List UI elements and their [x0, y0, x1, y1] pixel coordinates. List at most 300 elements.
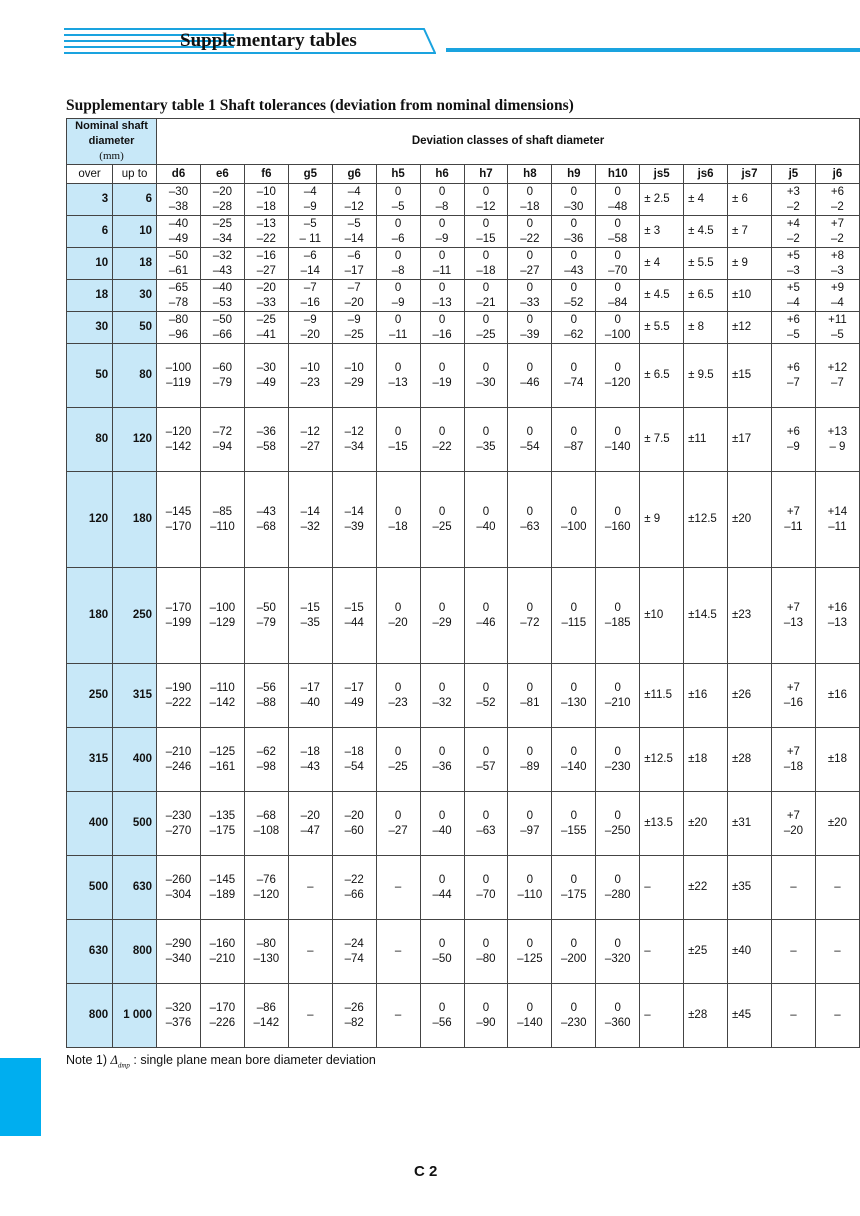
deviation-cell-g6	[332, 728, 376, 792]
lower-deviation: –20	[300, 328, 320, 341]
deviation-cell-h7	[464, 728, 508, 792]
deviation-cell-d6	[157, 344, 201, 408]
deviation-cell-js5	[640, 792, 684, 856]
deviation-cell-j6	[815, 792, 859, 856]
deviation-cell-js5	[640, 312, 684, 344]
lower-deviation: –376	[165, 1016, 192, 1029]
upper-deviation: 0	[570, 361, 577, 374]
upper-deviation: 0	[482, 281, 490, 294]
deviation-cell-js6	[684, 920, 728, 984]
table-row	[67, 472, 860, 568]
deviation-cell-h5	[376, 664, 420, 728]
deviation-cell-j6	[815, 728, 859, 792]
table-row	[67, 184, 860, 216]
upper-deviation: ± 6.5	[688, 289, 714, 301]
upper-deviation: 0	[570, 873, 577, 886]
upper-deviation: –	[307, 945, 314, 957]
deviation-cell-f6	[244, 184, 288, 216]
lower-deviation: –9	[303, 200, 317, 213]
upper-deviation: ±20	[732, 513, 752, 525]
upper-deviation: –170	[209, 1001, 236, 1014]
lower-deviation: –210	[209, 952, 236, 965]
upper-deviation: 0	[526, 505, 534, 518]
upper-deviation: +7	[786, 601, 800, 614]
upper-deviation: ±18	[688, 753, 708, 765]
table-title: Supplementary table 1 Shaft tolerances (deviation from nominal dimensions)	[66, 97, 574, 114]
upper-deviation: ± 6	[732, 193, 748, 205]
upper-deviation: –65	[168, 281, 189, 294]
class-header-j5: j5	[771, 165, 815, 184]
lower-deviation: –35	[300, 616, 320, 629]
deviation-cell-h9	[552, 664, 596, 728]
deviation-cell-h5	[376, 344, 420, 408]
upper-deviation: –260	[165, 873, 192, 886]
deviation-cell-j6	[815, 408, 859, 472]
deviation-cell-j5	[771, 408, 815, 472]
upper-deviation: –9	[347, 313, 361, 326]
lower-deviation: –185	[604, 616, 631, 629]
deviation-cell-h6	[420, 344, 464, 408]
deviation-cell-h6	[420, 664, 464, 728]
lower-deviation: –125	[517, 952, 543, 965]
upper-deviation: 0	[482, 425, 490, 438]
deviation-cell-h9	[552, 184, 596, 216]
deviation-cell-js7	[728, 984, 772, 1048]
upper-deviation: 0	[526, 249, 534, 262]
deviation-cell-h6	[420, 312, 464, 344]
upper-deviation: –14	[300, 505, 320, 518]
lower-deviation: –140	[604, 440, 631, 453]
deviation-cell-h5	[376, 216, 420, 248]
upper-deviation: +4	[786, 217, 800, 230]
row-over-value: 10	[67, 248, 113, 280]
lower-deviation: –8	[391, 264, 405, 277]
lower-deviation: –90	[476, 1016, 496, 1029]
deviation-cell-h10	[596, 408, 640, 472]
lower-deviation: –62	[564, 328, 584, 341]
upper-deviation: ± 4	[644, 257, 661, 269]
lower-deviation: –14	[344, 232, 364, 245]
lower-deviation: –2	[831, 232, 844, 245]
deviation-cell-f6	[244, 568, 288, 664]
deviation-cell-j6	[815, 472, 859, 568]
deviation-cell-j5	[771, 472, 815, 568]
deviation-cell-g5	[288, 920, 332, 984]
row-upto-value: 400	[113, 728, 157, 792]
deviation-cell-h5	[376, 184, 420, 216]
upper-deviation: –16	[256, 249, 276, 262]
upper-deviation: –	[790, 945, 797, 957]
deviation-cell-h6	[420, 568, 464, 664]
row-upto-value: 50	[113, 312, 157, 344]
upper-deviation: 0	[482, 217, 490, 230]
deviation-cell-e6	[200, 856, 244, 920]
upper-deviation: ±14.5	[688, 609, 717, 621]
lower-deviation: –33	[520, 296, 540, 309]
nominal-diameter-label: Nominal shaft diameter	[75, 120, 148, 147]
deviation-cell-h6	[420, 280, 464, 312]
lower-deviation: –13	[827, 616, 848, 629]
lower-deviation: –53	[212, 296, 233, 309]
upper-deviation: –80	[168, 313, 189, 326]
page-number: C 2	[414, 1163, 438, 1180]
upper-deviation: –	[394, 945, 402, 957]
lower-deviation: –304	[165, 888, 192, 901]
upper-deviation: ±13.5	[644, 817, 673, 829]
upper-deviation: –10	[300, 361, 320, 374]
upper-deviation: 0	[526, 217, 534, 230]
lower-deviation: –17	[344, 264, 364, 277]
upper-deviation: 0	[614, 361, 621, 374]
upper-deviation: –320	[165, 1001, 192, 1014]
table-row	[67, 344, 860, 408]
upper-deviation: 0	[570, 745, 577, 758]
lower-deviation: – 11	[299, 232, 322, 245]
deviation-cell-j6	[815, 248, 859, 280]
upper-deviation: 0	[438, 809, 446, 822]
deviation-cell-h10	[596, 664, 640, 728]
upper-deviation: ± 5.5	[688, 257, 714, 269]
lower-deviation: –58	[256, 440, 276, 453]
lower-deviation: –175	[209, 824, 236, 837]
deviation-cell-e6	[200, 184, 244, 216]
upper-deviation: ± 3	[644, 225, 661, 237]
deviation-cell-e6	[200, 216, 244, 248]
upper-deviation: –6	[347, 249, 361, 262]
row-upto-value: 30	[113, 280, 157, 312]
lower-deviation: –140	[561, 760, 587, 773]
class-header-h7: h7	[464, 165, 508, 184]
row-over-value: 315	[67, 728, 113, 792]
upper-deviation: ± 5.5	[644, 321, 670, 333]
upper-deviation: 0	[482, 249, 490, 262]
deviation-cell-e6	[200, 984, 244, 1048]
upper-deviation: –17	[344, 681, 364, 694]
lower-deviation: –6	[391, 232, 405, 245]
footnote-text: : single plane mean bore diameter deviation	[133, 1053, 376, 1067]
lower-deviation: –160	[604, 520, 631, 533]
deviation-cell-h8	[508, 472, 552, 568]
deviation-cell-d6	[157, 248, 201, 280]
class-header-js6: js6	[684, 165, 728, 184]
upper-deviation: –	[790, 881, 797, 893]
deviation-cell-d6	[157, 984, 201, 1048]
upper-deviation: –5	[347, 217, 361, 230]
deviation-cell-j6	[815, 984, 859, 1048]
deviation-cell-h9	[552, 248, 596, 280]
lower-deviation: –230	[561, 1016, 587, 1029]
deviation-cell-g5	[288, 280, 332, 312]
lower-deviation: –27	[300, 440, 320, 453]
deviation-cell-d6	[157, 408, 201, 472]
upper-deviation: –10	[256, 185, 276, 198]
deviation-cell-h7	[464, 184, 508, 216]
lower-deviation: –63	[476, 824, 496, 837]
upper-deviation: ±45	[732, 1009, 752, 1021]
upper-deviation: 0	[438, 681, 446, 694]
lower-deviation: –110	[517, 888, 543, 901]
lower-deviation: –19	[432, 376, 452, 389]
upper-deviation: 0	[394, 425, 402, 438]
lower-deviation: –170	[165, 520, 192, 533]
lower-deviation: –66	[212, 328, 233, 341]
upper-deviation: 0	[614, 505, 621, 518]
upper-deviation: –	[394, 881, 402, 893]
upper-deviation: +14	[827, 505, 848, 518]
nominal-diameter-header	[67, 119, 157, 165]
deviation-cell-h7	[464, 856, 508, 920]
deviation-cell-j5	[771, 920, 815, 984]
upper-deviation: ±10	[644, 609, 664, 621]
deviation-cell-h9	[552, 568, 596, 664]
deviation-cell-js6	[684, 472, 728, 568]
upper-deviation: 0	[526, 681, 534, 694]
lower-deviation: –130	[253, 952, 280, 965]
deviation-cell-h10	[596, 312, 640, 344]
upper-deviation: +8	[830, 249, 844, 262]
table-row	[67, 280, 860, 312]
upper-deviation: –145	[209, 873, 236, 886]
lower-deviation: –25	[344, 328, 364, 341]
upper-deviation: 0	[438, 873, 446, 886]
upper-deviation: 0	[438, 937, 446, 950]
upper-deviation: 0	[526, 809, 534, 822]
deviation-cell-g6	[332, 408, 376, 472]
upper-deviation: ± 8	[688, 321, 705, 333]
deviation-cell-h5	[376, 728, 420, 792]
lower-deviation: –70	[476, 888, 496, 901]
deviation-cell-g5	[288, 792, 332, 856]
upper-deviation: +6	[786, 425, 800, 438]
upper-deviation: +7	[786, 505, 800, 518]
upper-deviation: –36	[256, 425, 276, 438]
deviation-cell-h5	[376, 248, 420, 280]
upper-deviation: 0	[570, 505, 577, 518]
deviation-cell-h5	[376, 568, 420, 664]
deviation-cell-h10	[596, 984, 640, 1048]
side-tab	[0, 1058, 41, 1136]
upper-deviation: ±12	[732, 321, 752, 333]
lower-deviation: –142	[253, 1016, 280, 1029]
lower-deviation: –61	[168, 264, 189, 277]
lower-deviation: –11	[388, 328, 408, 341]
deviation-cell-h8	[508, 248, 552, 280]
row-upto-value: 1 000	[113, 984, 157, 1048]
upper-deviation: 0	[394, 745, 402, 758]
deviation-cell-h9	[552, 408, 596, 472]
upper-deviation: 0	[394, 809, 402, 822]
deviation-cell-j5	[771, 312, 815, 344]
deviation-cell-g5	[288, 408, 332, 472]
lower-deviation: –119	[166, 376, 191, 389]
upper-deviation: 0	[394, 681, 402, 694]
lower-deviation: –2	[787, 200, 800, 213]
deviation-cell-js5	[640, 216, 684, 248]
lower-deviation: –12	[344, 200, 364, 213]
deviation-cell-e6	[200, 568, 244, 664]
lower-deviation: –226	[209, 1016, 236, 1029]
upper-deviation: –9	[303, 313, 317, 326]
footnote-prefix: Note 1)	[66, 1053, 107, 1067]
deviation-cell-g5	[288, 184, 332, 216]
upper-deviation: –	[394, 1009, 402, 1021]
lower-deviation: –140	[517, 1016, 543, 1029]
row-over-value: 500	[67, 856, 113, 920]
lower-deviation: –40	[432, 824, 452, 837]
lower-deviation: –12	[476, 200, 496, 213]
lower-deviation: –210	[604, 696, 631, 709]
deviation-cell-js5	[640, 344, 684, 408]
upper-deviation: ±25	[688, 945, 708, 957]
deviation-cell-f6	[244, 664, 288, 728]
deviation-cell-js5	[640, 920, 684, 984]
row-upto-value: 180	[113, 472, 157, 568]
lower-deviation: –340	[165, 952, 192, 965]
row-upto-value: 80	[113, 344, 157, 408]
header-rule	[446, 48, 860, 52]
lower-deviation: –16	[300, 296, 320, 309]
upper-deviation: 0	[570, 1001, 577, 1014]
deviation-cell-j5	[771, 568, 815, 664]
header-title: Supplementary tables	[180, 30, 357, 51]
upper-deviation: 0	[438, 601, 446, 614]
upper-deviation: 0	[438, 425, 446, 438]
upper-deviation: +7	[786, 681, 800, 694]
deviation-cell-h9	[552, 472, 596, 568]
upper-deviation: ±26	[732, 689, 752, 701]
deviation-cell-j5	[771, 984, 815, 1048]
lower-deviation: –25	[432, 520, 452, 533]
deviation-cell-f6	[244, 312, 288, 344]
upper-deviation: +13	[827, 425, 848, 438]
lower-deviation: –29	[344, 376, 364, 389]
lower-deviation: –360	[604, 1016, 631, 1029]
upper-deviation: –43	[256, 505, 276, 518]
deviation-cell-h5	[376, 856, 420, 920]
deviation-cell-h10	[596, 728, 640, 792]
upper-deviation: –20	[212, 185, 233, 198]
upper-deviation: –	[834, 1009, 841, 1021]
lower-deviation: –5	[831, 328, 844, 341]
class-header-h5: h5	[376, 165, 420, 184]
lower-deviation: –63	[520, 520, 540, 533]
table-row	[67, 728, 860, 792]
lower-deviation: –70	[608, 264, 628, 277]
row-upto-value: 315	[113, 664, 157, 728]
upper-deviation: 0	[570, 937, 577, 950]
lower-deviation: –4	[831, 296, 844, 309]
upper-deviation: 0	[438, 505, 446, 518]
upper-deviation: –15	[300, 601, 320, 614]
upper-deviation: 0	[526, 1001, 534, 1014]
upper-deviation: –30	[256, 361, 276, 374]
deviation-cell-js7	[728, 856, 772, 920]
lower-deviation: –33	[256, 296, 276, 309]
deviation-cell-h10	[596, 280, 640, 312]
upper-deviation: –32	[212, 249, 233, 262]
upper-deviation: 0	[526, 745, 534, 758]
deviation-cell-f6	[244, 792, 288, 856]
upper-deviation: +6	[786, 361, 800, 374]
deviation-cell-h10	[596, 216, 640, 248]
lower-deviation: –21	[476, 296, 496, 309]
upper-deviation: –30	[168, 185, 189, 198]
upper-deviation: –15	[344, 601, 364, 614]
upper-deviation: 0	[570, 681, 577, 694]
deviation-cell-js7	[728, 280, 772, 312]
deviation-cell-h10	[596, 920, 640, 984]
lower-deviation: –16	[432, 328, 452, 341]
deviation-cell-g5	[288, 216, 332, 248]
upper-deviation: –60	[212, 361, 233, 374]
deviation-cell-js6	[684, 728, 728, 792]
upper-deviation: 0	[614, 873, 621, 886]
lower-deviation: –11	[432, 264, 452, 277]
upper-deviation: 0	[482, 505, 490, 518]
upper-deviation: 0	[614, 809, 621, 822]
upper-deviation: 0	[482, 1001, 490, 1014]
footnote	[66, 1053, 376, 1070]
upper-deviation: 0	[526, 937, 534, 950]
lower-deviation: –79	[212, 376, 233, 389]
upper-deviation: 0	[482, 361, 490, 374]
row-over-value: 3	[67, 184, 113, 216]
lower-deviation: –35	[476, 440, 496, 453]
upper-deviation: +12	[827, 361, 848, 374]
upper-deviation: –	[644, 881, 651, 893]
lower-deviation: –320	[604, 952, 631, 965]
lower-deviation: –22	[520, 232, 540, 245]
upper-deviation: –50	[212, 313, 233, 326]
lower-deviation: –120	[604, 376, 631, 389]
lower-deviation: –52	[564, 296, 584, 309]
lower-deviation: –129	[209, 616, 236, 629]
deviation-cell-js6	[684, 664, 728, 728]
lower-deviation: –23	[300, 376, 320, 389]
deviation-cell-j6	[815, 216, 859, 248]
lower-deviation: –15	[476, 232, 496, 245]
deviation-cell-js6	[684, 248, 728, 280]
lower-deviation: –7	[787, 376, 800, 389]
lower-deviation: –3	[787, 264, 800, 277]
deviation-cell-h7	[464, 312, 508, 344]
deviation-cell-j6	[815, 312, 859, 344]
upper-deviation: –4	[303, 185, 317, 198]
upper-deviation: –22	[344, 873, 364, 886]
deviation-cell-js5	[640, 184, 684, 216]
deviation-cell-g6	[332, 472, 376, 568]
table-row	[67, 248, 860, 280]
row-over-value: 80	[67, 408, 113, 472]
upper-deviation: +16	[827, 601, 848, 614]
lower-deviation: –46	[520, 376, 540, 389]
upper-deviation: –5	[303, 217, 317, 230]
upper-deviation: –135	[209, 809, 236, 822]
deviation-cell-h5	[376, 312, 420, 344]
upper-deviation: 0	[394, 361, 402, 374]
upper-deviation: 0	[526, 873, 534, 886]
class-header-js5: js5	[640, 165, 684, 184]
lower-deviation: –96	[168, 328, 189, 341]
lower-deviation: –54	[520, 440, 540, 453]
deviation-cell-g6	[332, 856, 376, 920]
lower-deviation: –39	[520, 328, 540, 341]
lower-deviation: –20	[783, 824, 803, 837]
deviation-cell-e6	[200, 728, 244, 792]
lower-deviation: –52	[476, 696, 496, 709]
lower-deviation: –50	[432, 952, 452, 965]
upper-deviation: –86	[256, 1001, 276, 1014]
